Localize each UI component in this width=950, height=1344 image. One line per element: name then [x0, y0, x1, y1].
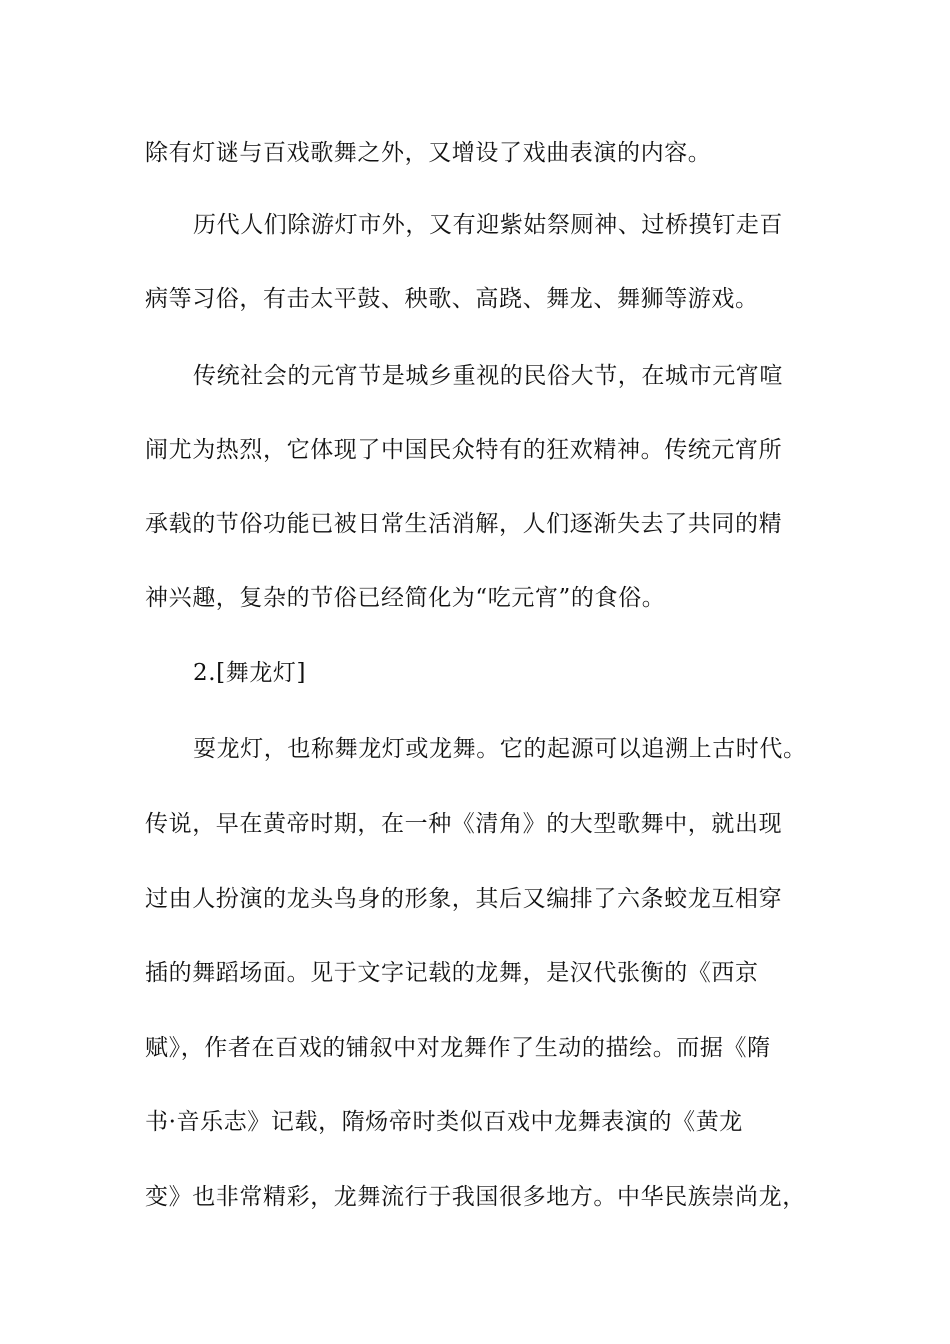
- paragraph-first-line: 历代人们除游灯市外，又有迎紫姑祭厕神、过桥摸钉走百: [193, 212, 783, 238]
- text-line: 赋》，作者在百戏的铺叙中对龙舞作了生动的描绘。而据《隋: [145, 1035, 771, 1061]
- text-line: 插的舞蹈场面。见于文字记载的龙舞，是汉代张衡的《西京: [145, 960, 759, 986]
- text-line: 病等习俗，有击太平鼓、秧歌、高跷、舞龙、舞狮等游戏。: [145, 286, 759, 312]
- text-line: 传说，早在黄帝时期，在一种《清角》的大型歌舞中，就出现: [145, 811, 783, 837]
- text-line: 变》也非常精彩，龙舞流行于我国很多地方。中华民族崇尚龙，: [145, 1184, 806, 1210]
- text-line: 过由人扮演的龙头鸟身的形象，其后又编排了六条蛟龙互相穿: [145, 886, 783, 912]
- paragraph-first-line: 传统社会的元宵节是城乡重视的民俗大节，在城市元宵喧: [193, 363, 783, 389]
- text-line: 闹尤为热烈，它体现了中国民众特有的狂欢精神。传统元宵所: [145, 437, 783, 463]
- text-line: 承载的节俗功能已被日常生活消解，人们逐渐失去了共同的精: [145, 511, 783, 537]
- text-line: 书·音乐志》记载，隋炀帝时类似百戏中龙舞表演的《黄龙: [145, 1109, 743, 1135]
- section-heading: 2.[舞龙灯]: [193, 660, 307, 686]
- text-line: 神兴趣，复杂的节俗已经简化为“吃元宵”的食俗。: [145, 585, 666, 611]
- text-line: 除有灯谜与百戏歌舞之外，又增设了戏曲表演的内容。: [145, 140, 712, 166]
- paragraph-first-line: 耍龙灯，也称舞龙灯或龙舞。它的起源可以追溯上古时代。: [193, 736, 807, 762]
